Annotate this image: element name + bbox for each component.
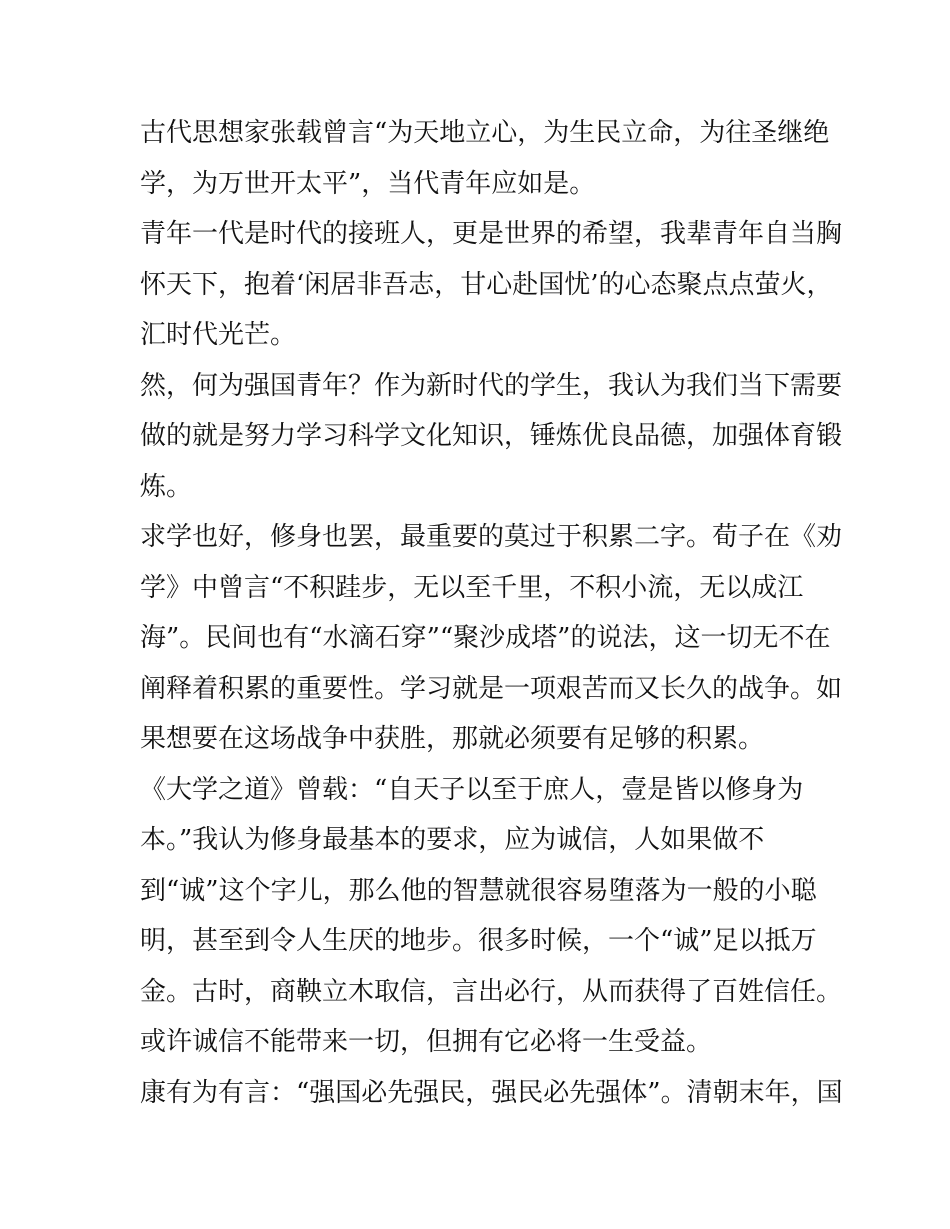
text-line: 本。”我认为修身最基本的要求，应为诚信，人如果做不 xyxy=(140,825,765,855)
text-line: 果想要在这场战争中获胜，那就必须要有足够的积累。 xyxy=(140,724,765,754)
text-line: 或许诚信不能带来一切，但拥有它必将一生受益。 xyxy=(140,1027,713,1057)
text-line: 青年一代是时代的接班人，更是世界的希望，我辈青年自当胸 xyxy=(140,219,843,249)
text-line: 学》中曾言“不积跬步，无以至千里，不积小流，无以成江 xyxy=(140,572,804,603)
text-line: 求学也好，修身也罢，最重要的莫过于积累二字。荀子在《劝 xyxy=(140,522,843,552)
text-line: 然，何为强国青年？作为新时代的学生，我认为我们当下需要 xyxy=(140,370,843,401)
text-line: 怀天下，抱着‘闲居非吾志，甘心赴国忧’的心态聚点点萤火， xyxy=(140,269,833,300)
text-line: 炼。 xyxy=(140,471,193,502)
text-line: 康有为有言：“强国必先强民，强民必先强体”。清朝末年，国 xyxy=(140,1077,843,1108)
text-line: 到“诚”这个字儿，那么他的智慧就很容易堕落为一般的小聪 xyxy=(140,875,817,906)
text-line: 古代思想家张载曾言“为天地立心，为生民立命，为往圣继绝 xyxy=(140,118,830,148)
text-line: 《大学之道》曾载：“自天子以至于庶人，壹是皆以修身为 xyxy=(140,774,804,805)
text-line: 海”。民间也有“水滴石穿”“聚沙成塔”的说法，这一切无不在 xyxy=(140,623,831,653)
essay-body xyxy=(140,108,843,1118)
text-line: 学，为万世开太平”，当代青年应如是。 xyxy=(140,168,596,199)
text-line: 明，甚至到令人生厌的地步。很多时候，一个“诚”足以抵万 xyxy=(140,926,817,956)
text-line: 金。古时，商鞅立木取信，言出必行，从而获得了百姓信任。 xyxy=(140,976,843,1007)
text-line: 阐释着积累的重要性。学习就是一项艰苦而又长久的战争。如 xyxy=(140,673,843,704)
text-line: 做的就是努力学习科学文化知识，锤炼优良品德，加强体育锻 xyxy=(140,421,843,451)
text-line: 汇时代光芒。 xyxy=(140,320,297,350)
